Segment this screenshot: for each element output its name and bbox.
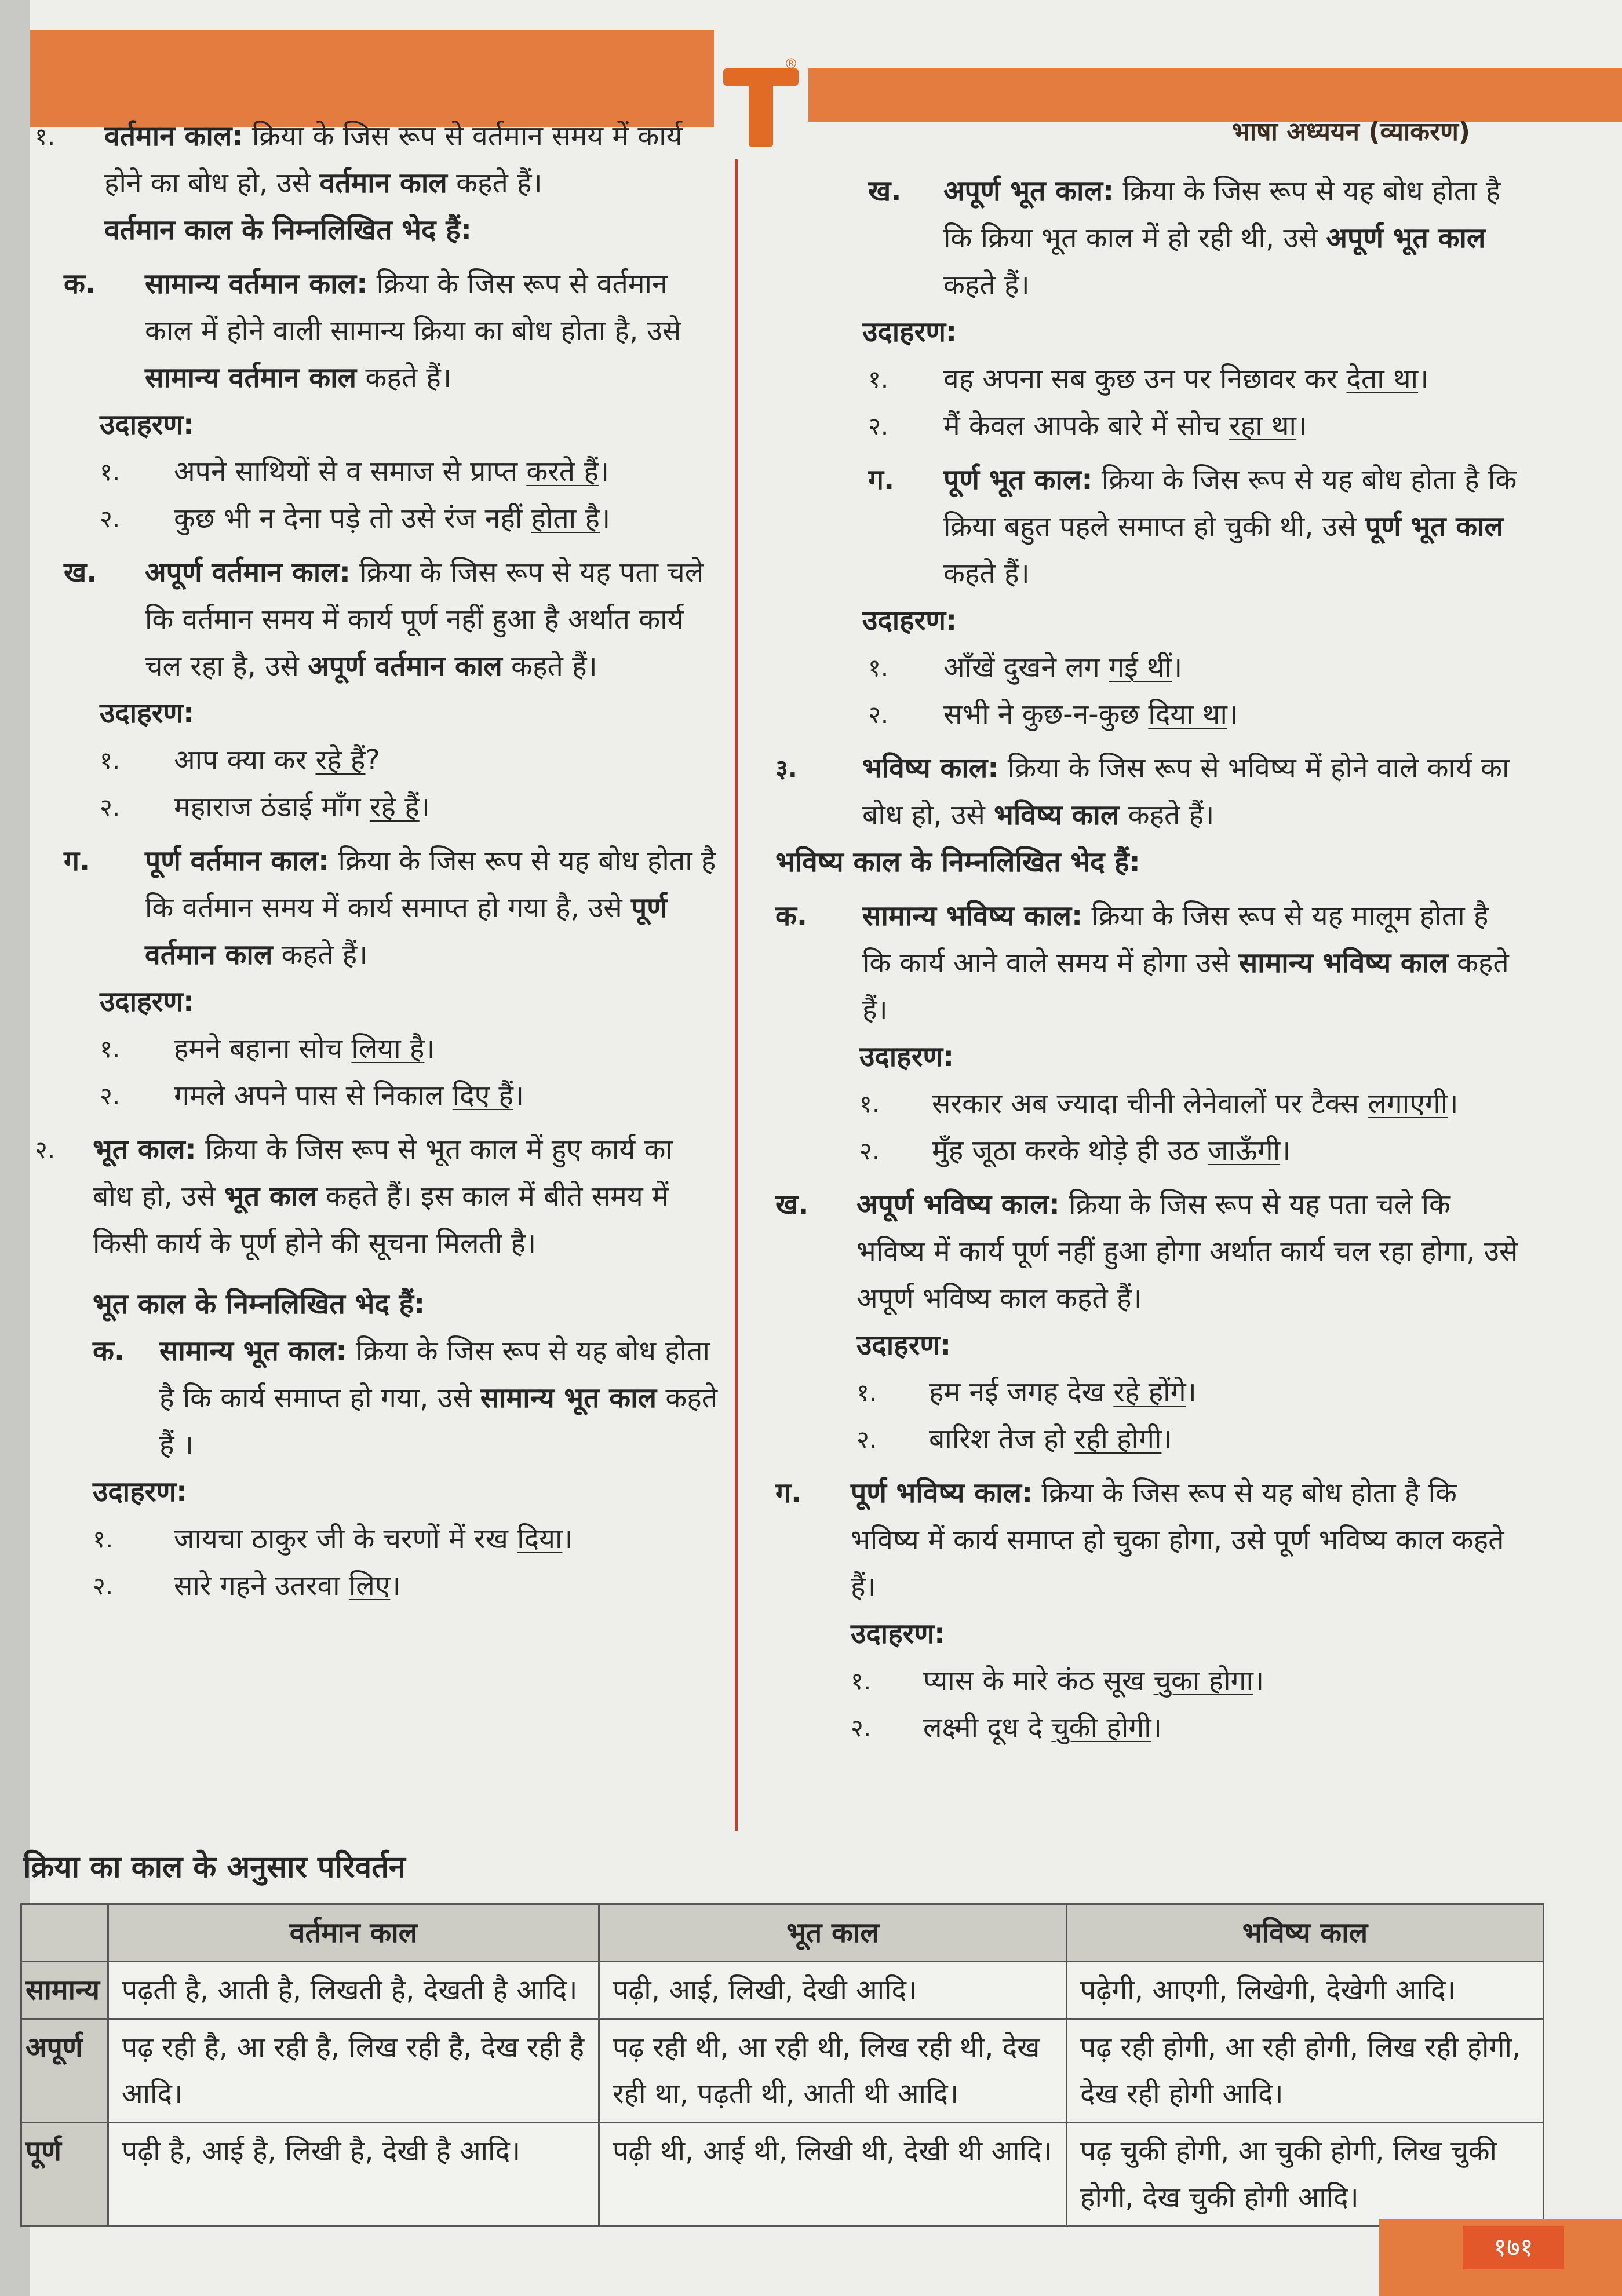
table-header-cell [21,1904,108,1962]
example-number: १. [100,1035,121,1063]
term-bold: वर्तमान काल [319,167,447,199]
example-item [35,784,721,831]
example-text: महाराज ठंडाई माँग [174,791,370,823]
subsection-perfect-past [775,457,1523,597]
example-item [775,356,1523,403]
example-verb: रहे हैं [315,744,366,776]
table-cell: पढ़ रही थी, आ रही थी, लिख रही थी, देख रही था, पढ़ती थी, आती थी आदि। [599,2019,1067,2123]
example-verb: गई थीं [1109,651,1172,684]
table-cell: पढ़ी थी, आई थी, लिखी थी, देखी थी आदि। [599,2123,1067,2226]
definition-text: क्रिया के जिस रूप से यह मालूम होता है कि कार्य आने वाले समय में होगा उसे [862,900,1489,979]
example-verb: दिया था [1148,698,1227,731]
example-item [35,1563,721,1609]
example-text: । [1161,1423,1172,1455]
example-heading: उदाहरण: [856,1329,952,1361]
example-text: । [1227,698,1238,731]
example-item [775,1658,1523,1704]
table-title: क्रिया का काल के अनुसार परिवर्तन [23,1850,406,1885]
example-verb: करते हैं [526,455,599,488]
term: भूत काल: [93,1133,196,1166]
example-number: १. [859,1090,880,1118]
definition-text: कहते हैं। इस काल में बीते समय में किसी कार्य के पूर्ण होने की सूचना मिलती है। [93,1180,669,1260]
example-text: । [1253,1664,1264,1697]
section-past-tense [35,1126,721,1267]
example-number: १. [100,458,121,486]
term-bold: भूत काल [224,1180,317,1213]
example-text: हम नई जगह देख [929,1376,1114,1408]
example-text: मैं केवल आपके बारे में सोच [943,410,1230,442]
example-text: । [424,1032,435,1065]
example-verb: दिया [517,1523,563,1555]
example-item [775,403,1523,450]
example-text: अपने साथियों से व समाज से प्राप्त [174,455,527,488]
example-number: २. [851,1714,872,1742]
definition-text: क्रिया के जिस रूप से यह बोध होता है कि क्रिया भूत काल में हो रही थी, उसे [943,175,1501,254]
term-bold: भविष्य काल [994,799,1120,831]
example-verb: दिए हैं [452,1079,513,1112]
example-heading: उदाहरण: [100,697,195,729]
example-heading: उदाहरण: [100,985,195,1018]
definition-text: कहते हैं। [502,650,597,682]
right-column [775,168,1523,1751]
subsection-label: क. [93,1335,125,1367]
table-cell: पढ़ रही है, आ रही है, लिख रही है, देख रही है आदि। [108,2019,599,2123]
table-cell: पढ़ चुकी होगी, आ चुकी होगी, लिख चुकी होगी, देख चुकी होगी आदि। [1067,2123,1544,2226]
example-number: १. [851,1667,872,1695]
table-cell: पढ़ रही होगी, आ रही होगी, लिख रही होगी, देख रही होगी आदि। [1067,2019,1544,2123]
term: अपूर्ण भविष्य काल: [856,1188,1060,1221]
example-heading: उदाहरण: [100,408,195,441]
section-number: ३. [775,754,797,783]
term-bold: सामान्य भविष्य काल [1238,947,1448,979]
example-item [35,1025,721,1072]
example-text: । [1448,1087,1459,1120]
example-number: २. [868,412,889,440]
subsection-label: क. [64,268,96,300]
subsection-label: ग. [868,463,895,496]
table-row [21,1962,1544,2019]
example-text: आँखें दुखने लग [943,651,1109,684]
example-item [775,1416,1523,1463]
example-verb: रही होगी [1074,1423,1162,1455]
column-divider [735,159,738,1831]
registered-mark: ® [784,56,798,72]
example-text: बारिश तेज हो [929,1423,1075,1455]
section-number: १. [35,122,56,151]
subsection-label: ख. [775,1188,809,1221]
example-item [775,644,1523,691]
example-number: २. [856,1425,877,1454]
subsection-label: ग. [775,1477,802,1509]
subsection-label: ख. [64,556,97,589]
subsection-continuous-past [775,168,1523,309]
definition-text: क्रिया के जिस रूप से भविष्य में होने वाले कार्य का बोध हो, उसे [862,752,1510,831]
example-verb: चुकी होगी [1051,1711,1151,1744]
example-verb: रहे होंगे [1113,1376,1186,1408]
example-text: सारे गहने उतरवा [174,1569,349,1602]
row-header: सामान्य [21,1962,108,2019]
subsection-perfect-present [35,838,721,979]
example-text: । [1280,1134,1291,1167]
example-text: । [513,1079,524,1112]
section-present-tense [35,113,721,207]
example-text: मुँह जूठा करके थोड़े ही उठ [932,1134,1208,1167]
example-number: २. [868,700,889,729]
example-text: आप क्या कर [174,744,316,776]
term-bold: पूर्ण भूत काल [1365,510,1504,543]
definition-text: कहते हैं। [943,557,1030,590]
example-text: कुछ भी न देना पड़े तो उसे रंज नहीं [174,502,531,535]
example-text: । [562,1523,573,1555]
page-number: १७१ [1463,2226,1564,2269]
example-verb: रहे हैं [369,791,420,823]
example-verb: लिया है [351,1032,425,1065]
subsection-simple-future [775,893,1523,1034]
example-text: हमने बहाना सोच [174,1032,352,1065]
example-number: १. [856,1378,877,1407]
definition-text: क्रिया के जिस रूप से यह बोध होता है कि कार्य समाप्त हो गया, उसे [159,1335,710,1414]
example-item [775,1081,1523,1127]
example-text: जायचा ठाकुर जी के चरणों में रख [174,1523,517,1555]
types-heading: भविष्य काल के निम्नलिखित भेद हैं: [775,846,1140,878]
term: वर्तमान काल: [104,120,243,152]
table-header-row [21,1904,1544,1962]
term-bold: अपूर्ण भूत काल [1326,222,1486,254]
example-item [35,1516,721,1563]
definition-text: क्रिया के जिस रूप से यह बोध होता है कि वर्तमान समय में कार्य समाप्त हो गया है, उसे [145,845,716,924]
example-number: १. [100,746,121,775]
definition-text: क्रिया के जिस रूप से यह पता चले कि वर्तमान समय में कार्य पूर्ण नहीं हुआ है अर्थात कार्य चल रहा है, उसे [145,556,704,682]
row-header: अपूर्ण [21,2019,108,2123]
example-heading: उदाहरण: [862,604,957,637]
example-text: । [1418,363,1429,395]
table-row [21,2019,1544,2123]
example-number: १. [868,654,889,682]
subsection-simple-past [35,1328,721,1469]
subsection-label: ख. [868,175,902,207]
example-number: १. [93,1525,114,1553]
section-future-tense [775,745,1523,839]
example-text: गमले अपने पास से निकाल [174,1079,453,1112]
example-heading: उदाहरण: [851,1618,946,1650]
example-item [35,1072,721,1119]
subsection-simple-present [35,261,721,401]
tense-table [20,1903,1544,2227]
example-item [35,737,721,784]
example-heading: उदाहरण: [859,1041,954,1073]
term: पूर्ण भविष्य काल: [851,1477,1033,1509]
table-header-cell: भूत काल [599,1904,1067,1962]
definition-text: कहते हैं। [862,947,1509,1026]
table-cell: पढ़ेगी, आएगी, लिखेगी, देखेगी आदि। [1067,1962,1544,2019]
definition-text: क्रिया के जिस रूप से वर्तमान काल में होने वाली सामान्य क्रिया का बोध होता है, उसे [145,268,681,347]
example-text: । [390,1569,401,1602]
example-item [35,495,721,542]
definition-text: कहते हैं । [159,1382,718,1461]
example-number: २. [100,1082,121,1110]
example-verb: रहा था [1229,410,1296,442]
definition-text: कहते हैं। [356,362,452,394]
example-text: ? [365,744,380,776]
example-heading: उदाहरण: [862,316,957,348]
definition-text: क्रिया के जिस रूप से वर्तमान समय में कार्य होने का बोध हो, उसे [104,120,683,199]
term-bold: सामान्य वर्तमान काल [145,362,357,394]
term: सामान्य भविष्य काल: [862,900,1083,932]
example-text: । [419,791,430,823]
definition-text: कहते हैं। [447,167,542,199]
table-cell: पढ़ी, आई, लिखी, देखी आदि। [599,1962,1067,2019]
example-item [775,691,1523,738]
example-verb: लगाएगी [1368,1087,1448,1120]
term-bold: पूर्ण वर्तमान काल [145,892,667,971]
subsection-perfect-future [775,1470,1523,1611]
row-header: पूर्ण [21,2123,108,2226]
subsection-continuous-present [35,549,721,690]
section-number: २. [35,1136,56,1164]
example-item [775,1369,1523,1416]
definition-text: क्रिया के जिस रूप से भूत काल में हुए कार्य का बोध हो, उसे [93,1133,673,1213]
term-bold: सामान्य भूत काल [480,1382,657,1414]
definition-text: क्रिया के जिस रूप से यह पता चले कि भविष्य में कार्य पूर्ण नहीं हुआ होगा अर्थात कार्य चल रहा होगा, उसे अपूर्ण भविष्य काल कहते हैं। [856,1188,1518,1315]
table-header-cell: भविष्य काल [1067,1904,1544,1962]
example-heading: उदाहरण: [93,1476,188,1508]
example-verb: होता है [531,502,600,535]
example-number: २. [859,1137,880,1165]
example-verb: चुका होगा [1153,1664,1253,1697]
book-section-title: भाषा अध्ययन (व्याकरण) [1231,117,1470,147]
example-text: । [1296,410,1307,442]
term: पूर्ण भूत काल: [943,463,1093,496]
example-number: २. [100,505,121,533]
table-header-cell: वर्तमान काल [108,1904,599,1962]
example-text: वह अपना सब कुछ उन पर निछावर कर [943,363,1347,395]
example-number: २. [93,1572,114,1600]
example-text: सरकार अब ज्यादा चीनी लेनेवालों पर टैक्स [932,1087,1368,1120]
example-text: प्यास के मारे कंठ सूख [923,1664,1154,1697]
example-text: । [1186,1376,1197,1408]
table-row [21,2123,1544,2226]
example-text: सभी ने कुछ-न-कुछ [943,698,1149,731]
header-band-right [808,68,1622,122]
types-heading: वर्तमान काल के निम्नलिखित भेद हैं: [104,214,472,246]
definition-text: क्रिया के जिस रूप से यह बोध होता है कि क्रिया बहुत पहले समाप्त हो चुकी थी, उसे [943,463,1517,543]
term-bold: अपूर्ण वर्तमान काल [308,650,502,682]
term: अपूर्ण वर्तमान काल: [145,556,351,589]
example-text: । [598,455,610,488]
definition-text: कहते हैं। [1119,799,1215,831]
left-column [35,113,721,1609]
example-text: । [599,502,611,535]
example-number: २. [100,793,121,822]
example-verb: जाऊँगी [1207,1134,1281,1167]
example-item [35,448,721,495]
example-item [775,1704,1523,1751]
subsection-continuous-future [775,1181,1523,1322]
term: सामान्य भूत काल: [159,1335,347,1367]
term: पूर्ण वर्तमान काल: [145,845,330,877]
types-heading: भूत काल के निम्नलिखित भेद हैं: [93,1288,425,1320]
definition-text: क्रिया के जिस रूप से यह बोध होता है कि भविष्य में कार्य समाप्त हो चुका होगा, उसे पूर्ण भविष्य काल कहते हैं। [851,1477,1504,1603]
definition-text: कहते हैं। [272,939,368,971]
subsection-label: क. [775,900,808,932]
example-verb: देता था [1346,363,1419,395]
table-cell: पढ़ी है, आई है, लिखी है, देखी है आदि। [108,2123,599,2226]
definition-text: कहते हैं। [943,269,1030,301]
term: सामान्य वर्तमान काल: [145,268,368,300]
example-text: । [1172,651,1183,684]
subsection-label: ग. [64,845,90,877]
publisher-logo [723,56,799,147]
table-cell: पढ़ती है, आती है, लिखती है, देखती है आदि। [108,1962,599,2019]
example-number: १. [868,365,889,393]
term: भविष्य काल: [862,752,999,784]
example-text: लक्ष्मी दूध दे [923,1711,1052,1744]
example-text: । [1151,1711,1162,1744]
example-verb: लिए [348,1569,391,1602]
example-item [775,1127,1523,1174]
term: अपूर्ण भूत काल: [943,175,1114,207]
